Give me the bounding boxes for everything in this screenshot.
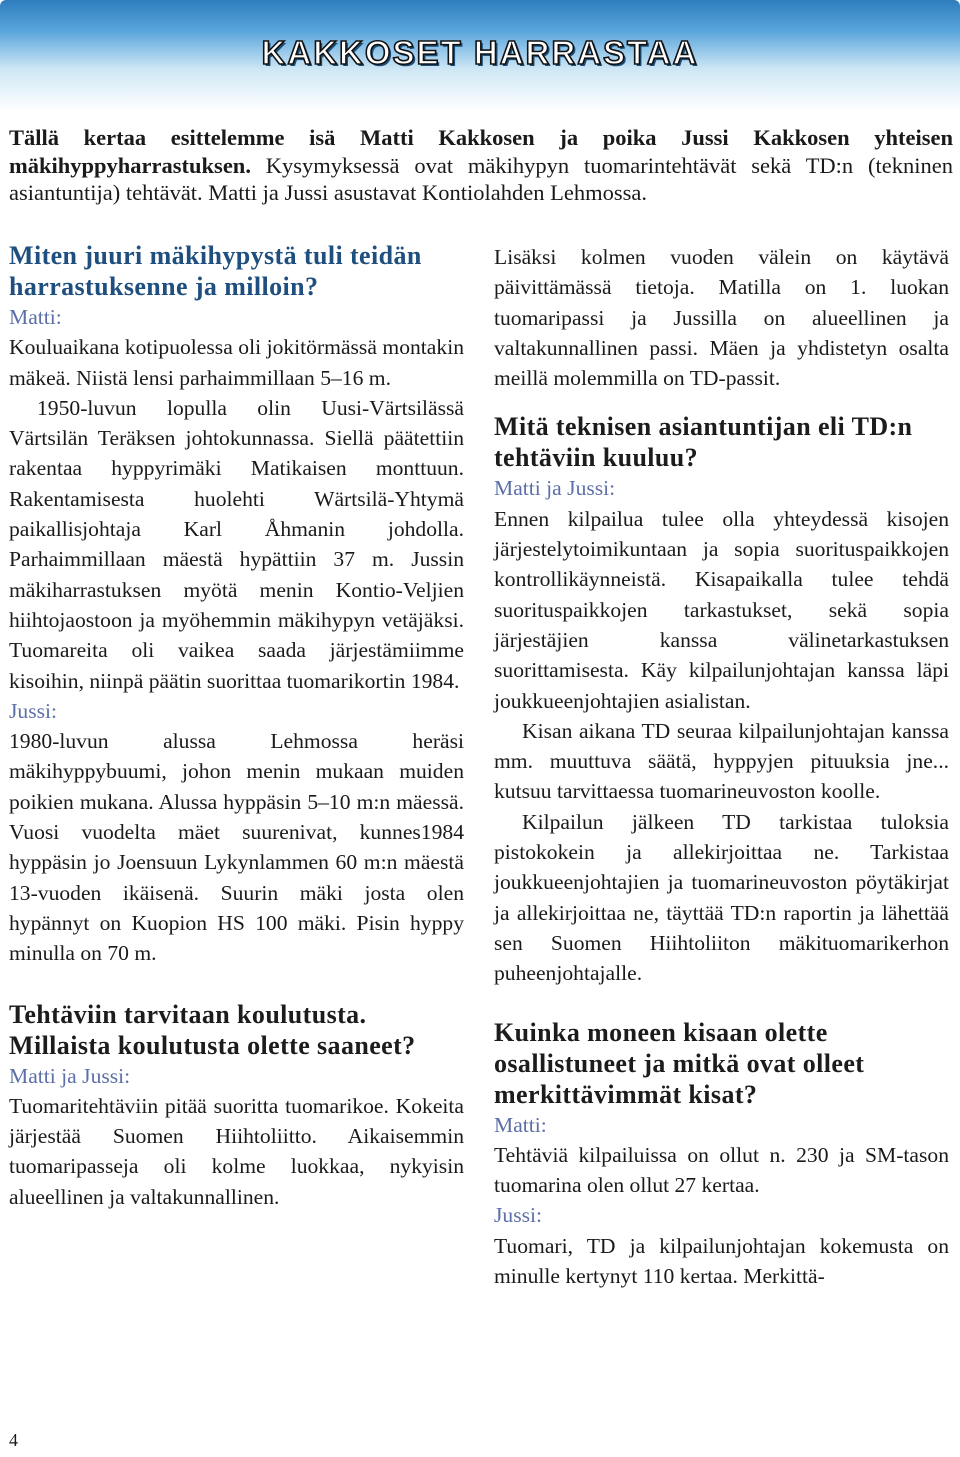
question-heading: Tehtäviin tarvitaan koulutusta. Millaista koulutusta olette saaneet? xyxy=(9,999,416,1060)
question-heading: Miten juuri mäkihypystä tuli teidän harrastuksenne ja milloin? xyxy=(9,241,422,301)
header-banner xyxy=(0,0,960,112)
speaker-label: Jussi: xyxy=(494,1203,543,1228)
answer-paragraph: Kisan aikana TD seuraa kilpailunjohtajan kanssa mm. muuttuva säätä, hyppyjen pituuksia jne... kutsuu tarvittaessa tuomarineuvoston koolle. xyxy=(494,718,949,804)
intro-paragraph xyxy=(9,124,953,207)
speaker-label: Matti ja Jussi: xyxy=(9,1063,131,1088)
left-column xyxy=(9,240,464,1212)
right-column xyxy=(494,242,949,1291)
answer-paragraph: Kilpailun jälkeen TD tarkistaa tuloksia pistokokein ja allekirjoittaa ne. Tarkistaa joukkueenjohtajien ja tuomarineuvoston pöytäkirjat ja allekirjoittaa ne, täyttää TD:n raportin ja lähettää sen Suomen Hiihtoliiton mäkituomarikerhon puheenjohtajalle. xyxy=(494,809,949,986)
intro-lead: Tällä kertaa esittelemme isä Matti Kakkosen ja poika Jussi Kakkosen yhteisen mäkihyppyharrastuksen. xyxy=(9,125,953,178)
page-number: 4 xyxy=(9,1430,18,1450)
answer-paragraph: Tuomaritehtäviin pitää suoritta tuomarikoe. Kokeita järjestää Suomen Hiihtoliitto. Aikaisemmin tuomaripasseja oli kolme luokkaa, nykyisin alueellinen ja valtakunnallinen. xyxy=(9,1093,464,1209)
answer-paragraph: Tuomari, TD ja kilpailunjohtajan kokemusta on minulle kertynyt 110 kertaa. Merkittä- xyxy=(494,1233,949,1289)
speaker-label: Matti: xyxy=(494,1112,547,1137)
answer-paragraph: 1980-luvun alussa Lehmossa heräsi mäkihyppybuumi, johon menin mukaan muiden poikien mukana. Alussa hyppäsin 5–10 m:n mäessä. Vuosi vuodelta mäet suurenivat, kunnes1984 hyppäsin jo Joensuun Lykynlammen 60 m:n mäestä 13-vuoden ikäisenä. Suurin mäki josta olen hypännyt on Kuopion HS 100 mäki. Pisin hyppy minulla on 70 m. xyxy=(9,729,464,966)
speaker-label: Matti ja Jussi: xyxy=(494,476,616,501)
question-heading: Kuinka moneen kisaan olette osallistuneet ja mitkä ovat olleet merkittävimmät kisat? xyxy=(494,1017,865,1109)
speaker-label: Jussi: xyxy=(9,698,58,723)
speaker-label: Matti: xyxy=(9,305,62,329)
answer-paragraph: 1950-luvun lopulla olin Uusi-Värtsilässä Värtsilän Teräksen johtokunnassa. Siellä päätettiin rakentaa hyppyrimäki Matikaisen monttuun. Rakentamisesta huolehti Wärtsilä-Yhtymä paikallisjohtaja Karl Åhmanin johdolla. Parhaimmillaan mäestä hypättiin 37 m. Jussin mäkiharrastuksen myötä menin Kontio-Veljien hiihtojaostoon ja myöhemmin mäkihypyn vetäjäksi. Tuomareita oli vaikea saada järjestämiimme kisoihin, niinpä päätin suorittaa tuomarikortin 1984. xyxy=(9,395,464,693)
question-heading: Mitä teknisen asiantuntijan eli TD:n tehtäviin kuuluu? xyxy=(494,412,913,473)
answer-paragraph: Kouluaikana kotipuolessa oli jokitörmässä montakin mäkeä. Niistä lensi parhaimmillaan 5–16 m. xyxy=(9,335,464,390)
answer-paragraph: Tehtäviä kilpailuissa on ollut n. 230 ja SM-tason tuomarina olen ollut 27 kertaa. xyxy=(494,1142,949,1198)
page-title: KAKKOSET HARRASTAA xyxy=(261,34,699,71)
answer-paragraph: Ennen kilpailua tulee olla yhteydessä kisojen järjestelytoimikuntaan ja sopia suorituspaikkojen kontrollikäynneistä. Kisapaikalla tulee tehdä suorituspaikkojen tarkastukset, sekä sopia järjestäjien kanssa välinetarkastuksen suorittamisesta. Käy kilpailunjohtajan kanssa läpi joukkueenjohtajien asialistan. xyxy=(494,506,949,713)
intro-text: Kysymyksessä ovat mäkihypyn tuomarintehtävät sekä TD:n (tekninen asiantuntija) tehtävät. Matti ja Jussi asustavat Kontiolahden Lehmossa. xyxy=(9,152,953,206)
answer-paragraph: Lisäksi kolmen vuoden välein on käytävä päivittämässä tietoja. Matilla on 1. luokan tuomaripassi ja Jussilla on alueellinen ja valtakunnallinen passi. Mäen ja yhdistetyn osalta meillä molemmilla on TD-passit. xyxy=(494,245,949,391)
